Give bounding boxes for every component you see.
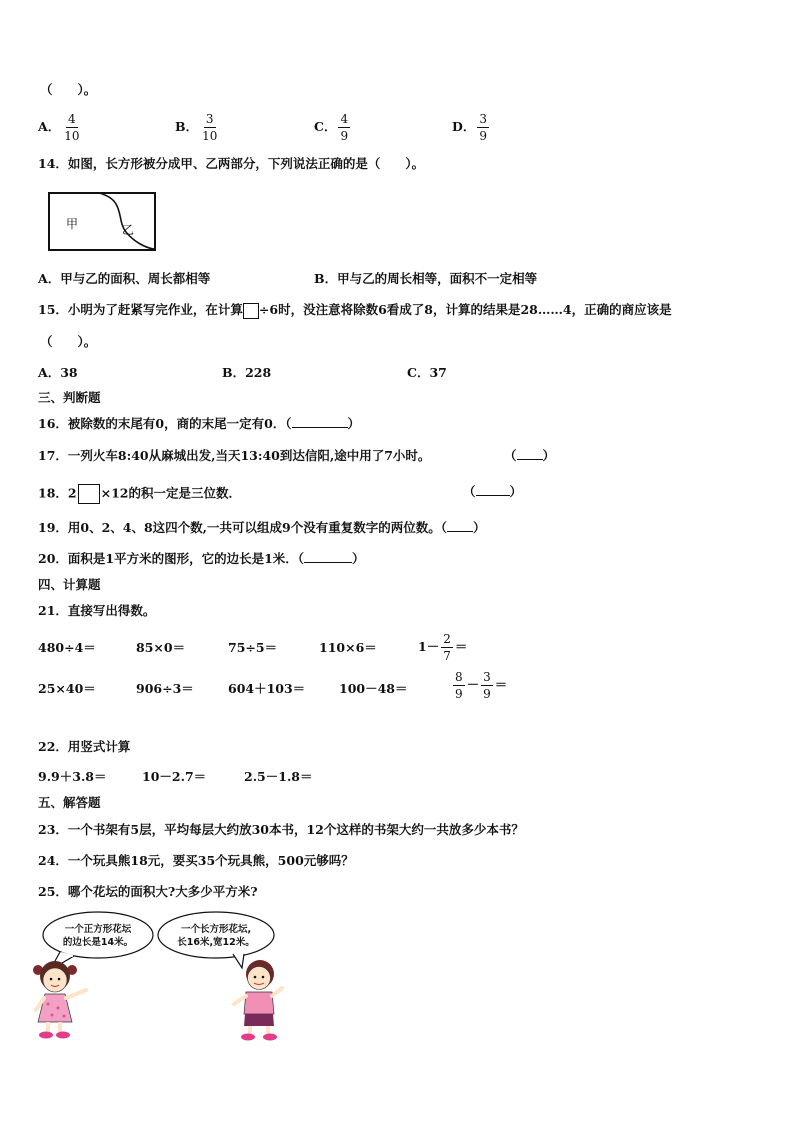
q19-text: 19．用0、2、4、8这四个数,一共可以组成9个没有重复数字的两位数。（ ） xyxy=(38,520,486,535)
q22-title: 22．用竖式计算 xyxy=(38,739,131,754)
figure-label-yi: 乙 xyxy=(122,223,135,237)
answer-blank[interactable] xyxy=(517,449,543,460)
calc-item: 906÷3＝ xyxy=(136,681,194,696)
figure-label-jia: 甲 xyxy=(66,217,79,231)
flower-bed-illustration xyxy=(28,908,290,1048)
option-letter: D． xyxy=(452,119,476,134)
q24-text: 24．一个玩具熊18元，要买35个玩具熊，500元够吗？ xyxy=(38,853,354,868)
calc-item: 110×6＝ xyxy=(319,640,377,655)
calc-item: 25×40＝ xyxy=(38,681,96,696)
section-heading-calculation: 四、计算题 xyxy=(38,577,101,592)
calc-item: 75÷5＝ xyxy=(228,640,278,655)
boy-cartoon xyxy=(234,960,282,1041)
q16-text: 16．被除数的末尾有0，商的末尾一定有0．（ ） xyxy=(38,416,361,431)
q18-answer[interactable]: （ ） xyxy=(463,484,523,499)
answer-blank[interactable] xyxy=(476,485,510,496)
calc-item: 604＋103＝ xyxy=(228,681,306,696)
calc-item: 85×0＝ xyxy=(136,640,186,655)
q13-option-a[interactable] xyxy=(38,112,83,143)
digit-box xyxy=(78,484,100,504)
bubble-left-line1: 一个正方形花坛 xyxy=(64,924,132,935)
option-fraction: $\frac{4}{9}$ xyxy=(340,112,349,143)
option-letter: C． xyxy=(314,119,337,134)
calc-item: 100－48＝ xyxy=(339,681,408,696)
q13-option-d[interactable] xyxy=(452,112,491,143)
q21-title: 21．直接写出得数。 xyxy=(38,603,156,618)
q15-text: 15．小明为了赶紧写完作业，在计算 ÷6时，没注意将除数6看成了8，计算的结果是28……4，正确的商应该是 xyxy=(38,302,672,317)
answer-blank[interactable] xyxy=(304,552,352,563)
rectangle-outline xyxy=(49,193,155,250)
calc-item: 480÷4＝ xyxy=(38,640,96,655)
q25-text: 25．哪个花坛的面积大?大多少平方米? xyxy=(38,884,258,899)
section-heading-word-problems: 五、解答题 xyxy=(38,795,101,810)
dividing-curve xyxy=(99,193,154,249)
q15-option-b[interactable]: B．228 xyxy=(222,365,272,380)
vertical-calc-item: 2.5－1.8＝ xyxy=(244,769,313,784)
bubble-right-line1: 一个长方形花坛, xyxy=(180,924,252,935)
q17-text: 17．一列火车8:40从麻城出发,当天13:40到达信阳,途中用了7小时。 xyxy=(38,448,431,463)
unknown-number-box xyxy=(243,303,259,319)
option-fraction: $\frac{3}{9}$ xyxy=(479,112,487,143)
calc-item-fraction: $\frac{8}{9}$ － $\frac{3}{9}$ ＝ xyxy=(455,670,508,701)
answer-blank[interactable] xyxy=(447,521,473,532)
q14-option-a[interactable]: A．甲与乙的面积、周长都相等 xyxy=(38,271,211,286)
option-letter: A． xyxy=(38,119,61,134)
q15-option-a[interactable]: A．38 xyxy=(38,365,78,380)
bubble-left-line2: 的边长是14米。 xyxy=(62,937,134,948)
q14-text: 14．如图，长方形被分成甲、乙两部分，下列说法正确的是（ ）。 xyxy=(38,156,425,171)
q13-tail: （ ）。 xyxy=(40,82,97,97)
section-heading-judgement: 三、判断题 xyxy=(38,390,101,405)
rectangle-figure xyxy=(46,190,158,254)
vertical-calc-item: 9.9＋3.8＝ xyxy=(38,769,107,784)
q23-text: 23．一个书架有5层，平均每层大约放30本书，12个这样的书架大约一共放多少本书？ xyxy=(38,822,524,837)
calc-item-fraction: 1－ $\frac{2}{7}$ ＝ xyxy=(418,632,468,663)
q18-text: 18．2 ×12的积一定是三位数． xyxy=(38,484,241,504)
q13-option-c[interactable] xyxy=(314,112,352,143)
vertical-calc-item: 10－2.7＝ xyxy=(142,769,207,784)
q20-text: 20．面积是1平方米的图形，它的边长是1米．（ ） xyxy=(38,551,365,566)
q15-option-c[interactable]: C．37 xyxy=(407,365,447,380)
q13-option-b[interactable] xyxy=(175,112,221,143)
girl-cartoon xyxy=(33,961,86,1039)
speech-bubble-right xyxy=(158,912,274,968)
q17-answer[interactable]: （ ） xyxy=(504,448,556,463)
bubble-right-line2: 长16米,宽12米。 xyxy=(177,937,255,948)
option-fraction: $\frac{3}{10}$ xyxy=(202,112,218,143)
option-letter: B． xyxy=(175,119,199,134)
option-fraction: $\frac{4}{10}$ xyxy=(64,112,80,143)
q15-line2: （ ）。 xyxy=(40,334,97,349)
answer-blank[interactable] xyxy=(292,417,348,428)
speech-bubble-left xyxy=(43,912,153,970)
q14-option-b[interactable]: B．甲与乙的周长相等，面积不一定相等 xyxy=(314,271,538,286)
